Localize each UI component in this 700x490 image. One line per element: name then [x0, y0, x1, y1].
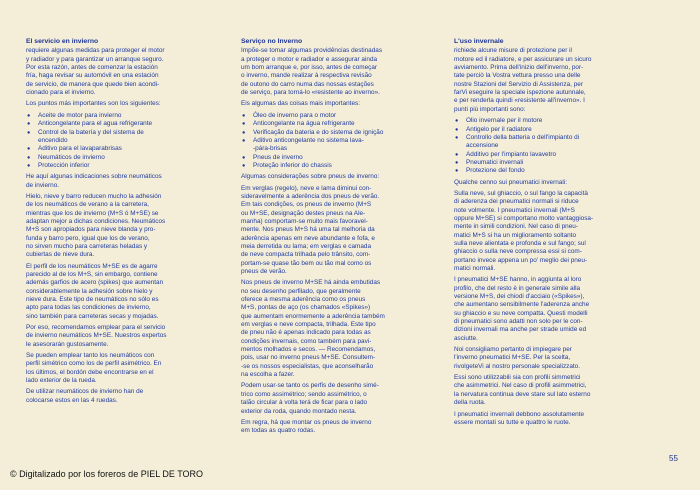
- paragraph: Em verglas (regelo), neve e lama diminui con- sideravelmente a aderência dos pneus de verão. Em tais condições, os pneus de inverno (M+S ou M+SE, designação destes pneus na Ale- manha) comportam-se muito mais favoravel- mente. Nos pneus M+S há uma tal melhoria da aderência apenas em neve abundante e fofa, e meia derretida ou lama; em verglas e camada de neve compacta trilhada pelo trânsito, com- portam-se quase tão bem ou tão mal como os pneus de verão.: [241, 184, 380, 275]
- list-item: ● Aceite de motor para invierno: [26, 112, 227, 120]
- heading-portuguese: Serviço no Inverno: [241, 38, 303, 45]
- list-item: ● Pneumatici invernali: [454, 159, 664, 167]
- column-italian: [454, 38, 664, 430]
- list-item: ● Protezione del fondo: [454, 167, 664, 175]
- list-item: ● Additivo per l'impianto lavavetro: [454, 151, 664, 159]
- checklist: [241, 112, 442, 170]
- heading-spanish: El servicio en invierno: [26, 38, 99, 45]
- paragraph: Essi sono utilizzabili sia con profili simmetrici che asimmetrici. Nel caso di profili asimmetrici, la nervatura continua deve stare sul lato esterno della ruota.: [454, 374, 591, 407]
- paragraph: Impõe-se tomar algumas providências destinadas a proteger o motor e radiador e assegurar ainda um bom arranque e, por isso, antes de começar o inverno, mande realizar à respectiva revisão de outono do carro numa das nossas estações de serviço, para torná-lo «resistente ao inverno».: [241, 47, 383, 97]
- column-spanish: [26, 38, 227, 408]
- paragraph: I pneumatici M+SE hanno, in aggiunta al loro profilo, che del resto è in generale simile alla versione M+S, dei chiodi d'acciaio («Spikes»), che aumentano sensibilmente l'aderenza anche su ghiaccio e su neve compatta. Questi modelli di pneumatici sono adatti non solo per le con- dizioni invernali ma anche per strade umide ed asciutte.: [454, 276, 590, 342]
- paragraph: Nos pneus de inverno M+SE há ainda embutidas no seu desenho perfilado, que geralmente oferece a mesma aderência como os pneus M+S, pontas de aço (os chamados «Spikes») que aumentam enormemente a aderência também em verglas e neve compacta, trilhada. Este tipo de pneu não é apenas indicado para todas as condições invernais, como também para pavi- mentos molhados e secos. — Recomendamos, pois, usar no inverno pneus M+SE. Consultem- -se os nossos especialistas, que aconselharão na escolha a fazer.: [241, 279, 385, 379]
- paragraph: Algumas considerações sobre pneus de inverno:: [241, 173, 380, 181]
- paragraph: I pneumatici invernali debbono assolutamente essere montati su tutte e quattro le ruote.: [454, 410, 585, 426]
- list-item: ● Antigelo per il radiatore: [454, 126, 664, 134]
- scan-credit-footer: © Digitalizado por los foreros de PIEL DE TORO: [10, 469, 204, 479]
- paragraph: He aquí algunas indicaciones sobre neumáticos de invierno.: [26, 173, 162, 189]
- paragraph: Em regra, há que montar os pneus de inverno em todas as quatro rodas.: [241, 418, 372, 435]
- paragraph: Podem usar-se tanto os perfis de desenho simé- trico como assimétrico; sendo assimétrico, o talão circular à volta terá de ficar para o lado exterior da roda, quando montado nesta.: [241, 382, 379, 415]
- list-item: ● Aditivo para el lavaparabrisas: [26, 145, 227, 153]
- list-item: ● Olio invernale per il motore: [454, 117, 664, 125]
- paragraph: Eis algumas das coisas mais importantes:: [241, 100, 360, 108]
- list-item: ● Anticongelante para el agua refrigerante: [26, 120, 227, 128]
- list-item: ● Verificação da bateria e do sistema de ignição: [241, 129, 442, 137]
- paragraph: Noi consigliamo pertanto di impiegare per l'inverno pneumatici M+SE. Per la scelta, rivolgeteVi al nostro personale specializzato.: [454, 346, 580, 370]
- paragraph: Sulla neve, sul ghiaccio, o sul fango la capacità di aderenza dei pneumatici normali si riduce note volmente. I pneumatici invernali (M+S oppure M+SE) si comportano molto vantaggiosa- mente in simili condizioni. Nel caso di pneu- matici M+S si ha un miglioramento soltanto sulla neve alientata e profonda e sul fango; sul ghiaccio o sulla neve compressa essi si com- portano invece appena un po' meglio dei pneu- matici normali.: [454, 189, 594, 272]
- list-item: ● Controllo della batteria o dell'impianto di accensione: [454, 134, 664, 151]
- paragraph: Por eso, recomendamos emplear para el servicio de invierno neumáticos M+SE. Nuestros expertos le asesorarán gustosamente.: [26, 324, 167, 348]
- list-item: ● Anticongelante na água refrigerante: [241, 120, 442, 128]
- list-item: ● Aditivo anticongelante no sistema lava- -pára-brisas: [241, 137, 442, 154]
- heading-italian: L'uso invernale: [454, 38, 504, 45]
- list-item: ● Proteção inferior do chassis: [241, 162, 442, 170]
- paragraph: Hielo, nieve y barro reducen mucho la adhesión de los neumáticos de verano a la carretera, mientras que los de invierno (M+S ó M+SE) se adaptan mejor a dichas condiciones. Neumáticos M+S son apropiados para nieve blanda y pro- funda y barro pero, igual que los de verano, no sirven mucho para carreteras heladas y cubiertas de nieve dura.: [26, 192, 166, 259]
- column-portuguese: [241, 38, 442, 439]
- paragraph: richiede alcune misure di protezione per il motore ed il radiatore, e per assicurare un sicuro avviamento. Prima dell'inizio dell'inverno, por- tate perciò la Vostra vettura presso una delle nostre Stazioni del Servizio di Assistenza, per farVi eseguire la speciale ispezione autunnale, e per renderla quindi «resistente all'inverno». I punti più importanti sono:: [454, 47, 592, 113]
- list-item: ● Pneus de inverno: [241, 154, 442, 162]
- paragraph: Se pueden emplear tanto los neumáticos con perfil simétrico como los de perfil asimétrico. En los últimos, el bordón debe encontrarse en el lado exterior de la rueda.: [26, 352, 162, 385]
- list-item: ● Control de la batería y del sistema de encendido: [26, 129, 227, 146]
- paragraph: Los puntos más importantes son los siguientes:: [26, 100, 161, 108]
- paragraph: De utilizar neumáticos de invierno han de colocarse estos en las 4 ruedas.: [26, 388, 144, 404]
- paragraph: requiere algunas medidas para proteger el motor y radiador y para garantizar un arranque seguro. Por esta razón, antes de comenzar la estación fría, haga revisar su automóvil en una estación de servicio, de manera que quede bien acondi- cionado para el invierno.: [26, 47, 165, 97]
- list-item: ● Neumáticos de invierno: [26, 154, 227, 162]
- paragraph: Qualche cenno sui pneumatici invernali:: [454, 178, 567, 186]
- checklist: [26, 112, 227, 170]
- list-item: ● Óleo de inverno para o motor: [241, 112, 442, 120]
- list-item: ● Protección inferior: [26, 162, 227, 170]
- paragraph: El perfil de los neumáticos M+SE es de agarre parecido al de los M+S, sin embargo, contiene además garfios de acero (spikes) que aumentan considerablemente la adhesión sobre hielo y nieve dura. Este tipo de neumáticos no sólo es apto para todas las condiciones de invierno, sino también para carreteras secas y mojadas.: [26, 262, 164, 320]
- checklist: [454, 117, 664, 175]
- page-number: 55: [669, 454, 678, 463]
